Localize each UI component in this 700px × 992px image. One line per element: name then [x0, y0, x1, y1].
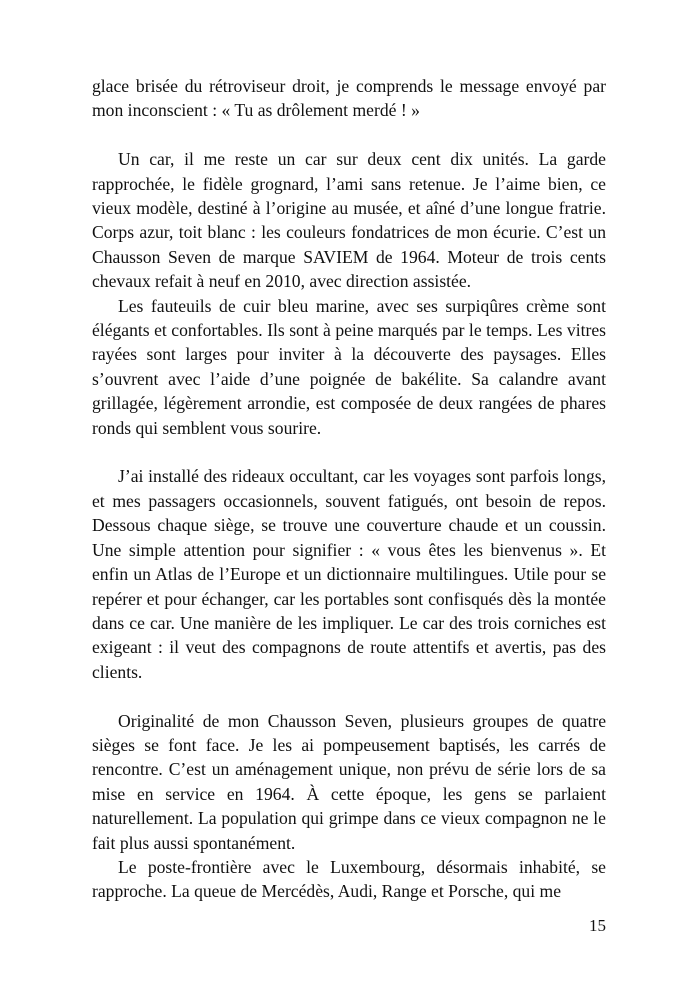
page-number: 15	[589, 916, 606, 935]
paragraph-curtains: J’ai installé des rideaux occultant, car les voyages sont parfois longs, et mes passagers occasionnels, souvent fatigués, ont besoin de repos. Dessous chaque siège, se trouve une couverture chaude et un coussin. Une simple attention pour signifier : « vous êtes les bienvenus ». Et enfin un Atlas de l’Europe et un dictionnaire multilingues. Utile pour se repérer et pour échanger, car les portables sont confisqués dès la montée dans ce car. Une manière de les impliquer. Le car des trois corniches est exigeant : il veut des compagnons de route attentifs et avertis, pas des clients.	[92, 466, 606, 682]
paragraph-car-description: Un car, il me reste un car sur deux cent dix unités. La garde rapprochée, le fidèle grognard, l’ami sans retenue. Je l’aime bien, ce vieux modèle, destiné à l’origine au musée, et aîné d’une longue fratrie. Corps azur, toit blanc : les couleurs fondatrices de mon écurie. C’est un Chausson Seven de marque SAVIEM de 1964. Moteur de trois cents chevaux refait à neuf en 2010, avec direction assistée.	[92, 149, 606, 292]
paragraph-originality: Originalité de mon Chausson Seven, plusieurs groupes de quatre sièges se font face. Je les ai pompeusement baptisés, les carrés de rencontre. C’est un aménagement unique, non prévu de série lors de sa mise en service en 1964. À cette époque, les gens se parlaient naturellement. La population qui grimpe dans ce vieux compagnon ne le fait plus aussi spontanément.	[92, 710, 606, 853]
book-page	[92, 74, 606, 904]
paragraph-border-post: Le poste-frontière avec le Luxembourg, désormais inhabité, se rapproche. La queue de Mercédès, Audi, Range et Porsche, qui me	[92, 856, 606, 902]
paragraph-continuation: glace brisée du rétroviseur droit, je comprends le message envoyé par mon inconscient : « Tu as drôlement merdé ! »	[92, 76, 606, 121]
paragraph-seats: Les fauteuils de cuir bleu marine, avec ses surpiqûres crème sont élégants et confortables. Ils sont à peine marqués par le temps. Les vitres rayées sont larges pour inviter à la découverte des paysages. Elles s’ouvrent avec l’aide d’une poignée de bakélite. Sa calandre avant grillagée, légèrement arrondie, est composée de deux rangées de phares ronds qui semblent vous sourire.	[92, 295, 606, 438]
